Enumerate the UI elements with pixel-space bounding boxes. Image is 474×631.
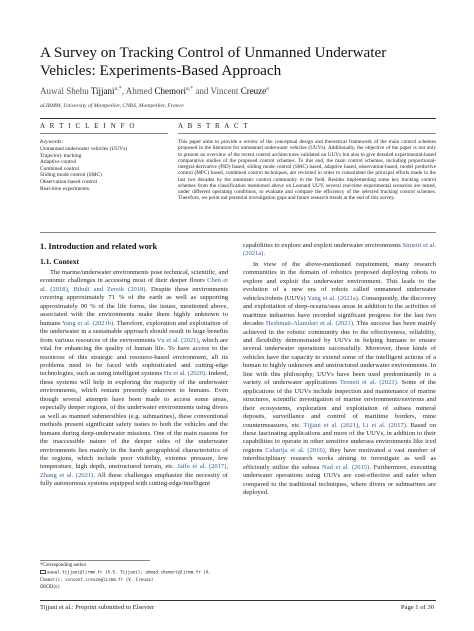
citation-link[interactable]: Bibuli and Zereik (2018) (73, 285, 146, 293)
text-run: , (358, 421, 363, 429)
author-1: Auwal Shehu Tijjani$^{a,*}$ (40, 86, 122, 96)
left-column (40, 242, 228, 489)
text-run: . Based on these fascinating applications and more of the UUVs, in addition to their capabilities to operate in other sensitive undersea environments like iced regions (243, 421, 436, 454)
citation-link[interactable]: Yang et al. (2021a) (307, 294, 358, 302)
text-run: capabilities to explore and exploit underwater environments (243, 242, 403, 249)
email-icon (40, 570, 46, 574)
keyword-item: Combined control (40, 165, 80, 172)
citation-link[interactable]: Simetti et al. (2021a) (243, 242, 436, 258)
citation-link[interactable]: Nad et al. (2015) (322, 463, 370, 471)
text-run: In view of the above-mentioned requirement, many research communities in the domain of robotics proposed deploying robots to explore and exploit the underwater environment. This leads to the evolution of a new era of robots called unmanned underwater vehicles/robots (UUVs) (243, 260, 436, 302)
citation-link[interactable]: Vu et al. (2021) (156, 336, 199, 344)
author-2: Ahmed Chemori$^{a,*}$ (125, 86, 194, 96)
abstract-heading: A B S T R A C T (178, 122, 250, 130)
corresponding-author-note: *Corresponding author (40, 563, 87, 568)
article-info-heading: A R T I C L E I N F O (40, 122, 137, 130)
citation-link[interactable]: Hu et al. (2020) (163, 370, 206, 378)
intro-paragraph-continued (243, 242, 436, 259)
text-run: The marine/underwater environments pose technical, scientific, and economic challenges in accessing most of their deeper floors (40, 269, 228, 285)
citation-link[interactable]: Teeneti et al. (2021) (339, 379, 397, 387)
keyword-item: Adaptive control (40, 159, 77, 166)
intro-paragraph-2 (243, 261, 436, 498)
text-run: . Indeed, these systems will help in exploring the majority of the underwater environments, which remain presently unknown to humans. Even though several attempts have been made to access some areas, especially deeper regions, of the underwater environments using divers as well as manned submersibles (e.g. submarines), these conventional methods present significant safety issues to both the vehicles and the humans during deep-underwater missions. One of the main reasons for the inaccessible nature of the deeper sides of the underwater environments lies mainly in the harsh geographical characteristics of the regions, which include poor visibility, extreme pressure, low temperature, high depth, unstructured terrain, etc. (40, 370, 229, 471)
footnote (40, 563, 230, 590)
keyword-item: Trajectory tracking (40, 152, 82, 159)
keywords-list (40, 146, 127, 192)
citation-link[interactable]: Chen et al. (2018) (40, 277, 228, 293)
text-run: . Therefore, exploration and exploitation of the underwater in a sustainable approach should result in huge benefits from various resources of the environments (40, 319, 228, 344)
header-rule (40, 118, 436, 119)
text-run: , (226, 463, 228, 471)
subsection-heading: 1.1. Context (40, 257, 80, 266)
text-run: , they have motivated a vast number of interdisciplinary research works aiming to investigate as well as efficiently utilize the subsea (243, 446, 436, 471)
paper-title: A Survey on Tracking Control of Unmanned Underwater Vehicles: Experiments-Based Approach (40, 44, 387, 79)
citation-link[interactable]: Tijjani et al. (2021) (303, 421, 359, 429)
footnote-rule (40, 560, 150, 561)
abstract-rule (178, 133, 436, 134)
email-line-2: Chemori); vincent.creuze@lirmm.fr (V. Creuze) (40, 577, 154, 583)
citation-link[interactable]: Heshmati-Alamdari et al. (2021) (265, 320, 353, 328)
text-run: , (67, 285, 74, 293)
author-list: Auwal Shehu Tijjani$^{a,*}$, Ahmed Chemori$^{a,*}$ and Vincent Creuze$^a$ (40, 86, 269, 96)
orcid-line: ORCID(s): (40, 583, 61, 589)
footer-citation: Tijjani et al.: Preprint submitted to Elsevier (40, 604, 155, 611)
section-heading: 1. Introduction and related work (40, 242, 158, 251)
citation-link[interactable]: Li et al. (2017) (362, 421, 406, 429)
keywords-label: Keywords: (40, 139, 64, 145)
text-run: . This success has been mainly achieved in the robotic community due to the effectiveness, reliability, and flexibility demonstrated by UUVs in helping humans to ensure several underwater operations successfully. Moreover, these kinds of vehicles have the capacity to extend some of the intelligent actions of a human to highly unknown and unstructured underwater environments. In line with this philosophy, UUVs have been used predominantly in a variety of underwater applications (243, 320, 436, 387)
keyword-item: Observation-based control (40, 178, 98, 185)
keyword-item: Real-time experiments. (40, 185, 91, 192)
keyword-item: Sliding mode control (SMC) (40, 172, 102, 179)
text-run: . (263, 250, 266, 258)
abstract-text: This paper aims to provide a review of the conceptual design and theoretical framework of the main control schemes proposed in the literature for unmanned underwater vehicles (UUVs). Additionally, the objective of the paper is not only to present an overview of the recent control architectures validated on UUVs but also to give detailed experimental-based comparative studies of the proposed control schemes. To this end, the main control schemes, including proportional-integral-derivative (PID) based, sliding mode control (SMC) based, adaptive based, observation-based, model predictive control (MPC) based, combined control techniques, are revisited in order to consolidate the principal efforts made in the last two decades by the automatic control community in the field. Besides implementing some key tracking control schemes from the classification mentioned above on Leonard UUV, several real-time experimental scenarios are tested, under different operating conditions, to evaluate and compare the efficiency of the selected tracking control schemes. Therefore, we point out potential investigation gaps and future research trends at the end of this survey. (178, 139, 436, 202)
abstract-bottom-rule (40, 232, 436, 233)
right-column (243, 242, 436, 498)
info-rule (40, 133, 168, 134)
text-run: . Some of the applications of the UUVs include inspection and maintenance of marine structures, scientific investigation of marine environments/environs and their ecosystems, exploration and exploitation of subsea mineral deposits, surveillance and control of maritime borders, mine countermeasures, etc. (243, 379, 437, 429)
text-run: . All these challenges emphasize the necessity of fully autonomous systems equipped with cutting-edge/intelligent (40, 471, 228, 488)
citation-link[interactable]: Zhang et al. (2021) (40, 471, 94, 479)
text-run: . Furthermore, executing underwater operations using UUVs are cost-effective and safer when compared to the traditional techniques, where divers or submarines are deployed. (243, 463, 436, 497)
keyword-item: Unmanned underwater vehicles (UUVs) (40, 146, 127, 152)
text-run: . Consequently, the discovery and exploitation of deep-oceans/seas areas in addition to the activities of maritime industries have recorded significant progress for the last two decades (243, 294, 436, 328)
citation-link[interactable]: Jaffe et al. (2017) (177, 463, 227, 471)
citation-link[interactable]: Yang et al. (2021b) (62, 319, 114, 327)
page-number: Page 1 of 30 (400, 604, 434, 611)
author-3: Vincent Creuze$^a$ (210, 86, 269, 96)
intro-paragraph-1 (40, 269, 228, 489)
text-run: . Despite these environments covering approximately 71 % of the earth as well as supporting approximately 90 % of the life forms, the issues, mentioned above, associated with the environments make them highly unknown to humans (40, 285, 228, 327)
citation-link[interactable]: Caharija et al. (2016) (265, 446, 325, 454)
footer-rule (40, 600, 436, 601)
text-run: , which are vital for enhancing the quality of human life. To have access to the resources of this strategic and resource-based environment, all its problems need to be faced with sophisticated and cutting-edge technologies, such as using intelligent systems (40, 336, 228, 378)
email-line: auwal.tijjani@lirmm.fr (A.S. Tijjani); ahmed.chemori@lirmm.fr (A. (40, 569, 230, 577)
affiliation: aLIRMM, University of Montpellier, CNRS, Montpellier, France (40, 103, 184, 109)
